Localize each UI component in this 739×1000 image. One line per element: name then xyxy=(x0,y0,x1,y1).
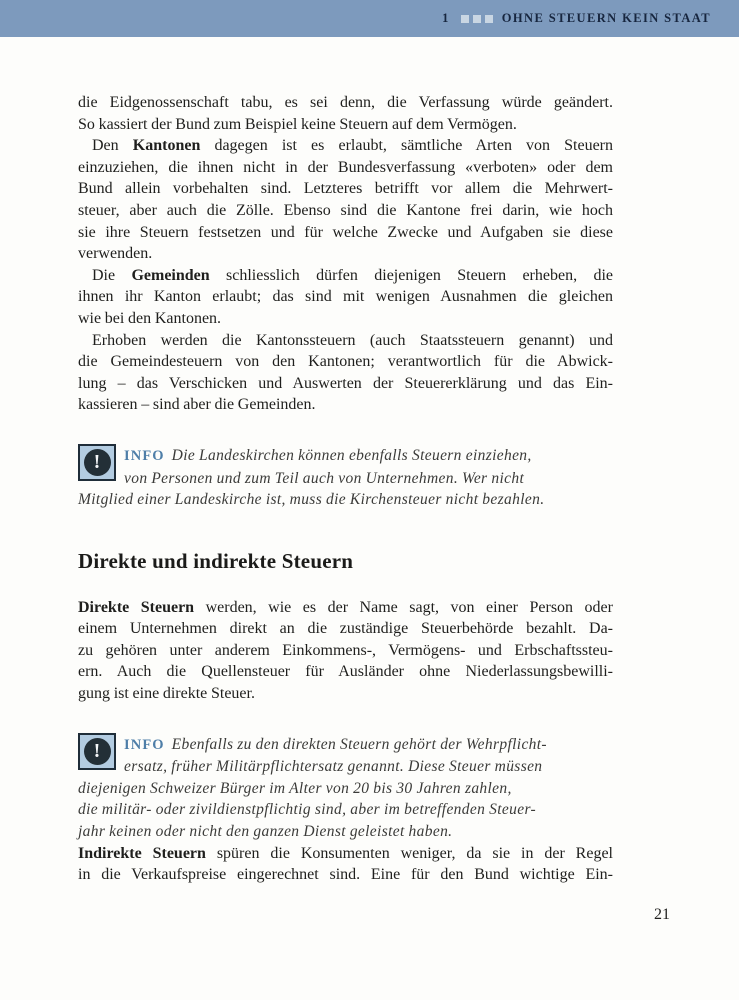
info-text-line: jahr keinen oder nicht den ganzen Dienst geleistet haben. xyxy=(78,823,453,841)
text-line: lung – das Verschicken und Auswerten der Steuererklärung und das Ein- xyxy=(78,374,613,392)
text-line: Erhoben werden die Kantonssteuern (auch Staatssteuern genannt) und xyxy=(92,331,613,349)
info-text-line: die militär- oder zivildienstpflichtig sind, aber im betreffenden Steuer- xyxy=(78,801,537,819)
info-box xyxy=(78,734,613,843)
info-text-line: von Personen und zum Teil auch von Unternehmen. Wer nicht xyxy=(124,469,525,487)
info-text-line: Mitglied einer Landeskirche ist, muss die Kirchensteuer nicht bezahlen. xyxy=(78,491,545,509)
chapter-header-content xyxy=(442,11,711,26)
exclamation-glyph: ! xyxy=(84,449,111,476)
text-line: zu gehören unter anderem Einkommens-, Vermögens- und Erbschaftssteu- xyxy=(78,641,613,659)
text-line: einem Unternehmen direkt an die zuständige Steuerbehörde bezahlt. Da- xyxy=(78,620,613,638)
section-heading: Direkte und indirekte Steuern xyxy=(78,548,354,573)
text-line: wie bei den Kantonen. xyxy=(78,309,222,327)
info-label: INFO xyxy=(124,736,165,753)
chapter-number: 1 xyxy=(442,11,450,25)
info-text-line: diejenigen Schweizer Bürger im Alter von 20 bis 30 Jahren zahlen, xyxy=(78,779,512,797)
text-line: die Gemeindesteuern von den Kantonen; verantwortlich für die Abwick- xyxy=(78,353,613,371)
text-line: kassieren – sind aber die Gemeinden. xyxy=(78,396,316,414)
info-label: INFO xyxy=(124,447,165,464)
info-text-line: ersatz, früher Militärpflichtersatz genannt. Diese Steuer müssen xyxy=(124,758,543,776)
chapter-title: OHNE STEUERN KEIN STAAT xyxy=(501,11,711,25)
header-square-icon xyxy=(473,15,481,23)
text-line: Direkte Steuern werden, wie es der Name sagt, von einer Person oder xyxy=(78,598,613,616)
page-number: 21 xyxy=(654,905,670,923)
text-line: die Eidgenossenschaft tabu, es sei denn, die Verfassung würde geändert. xyxy=(78,94,613,111)
text-line: Bund allein vorbehalten sind. Letzteres betrifft vor allem die Mehrwert- xyxy=(78,180,613,198)
page-body xyxy=(0,37,613,886)
info-text: Ebenfalls zu den direkten Steuern gehört der Wehrpflicht- xyxy=(171,735,547,753)
chapter-squares-icon xyxy=(459,15,495,23)
paragraph xyxy=(78,597,613,705)
text-line: So kassiert der Bund zum Beispiel keine Steuern auf dem Vermögen. xyxy=(78,115,517,133)
info-box xyxy=(78,445,613,511)
paragraph xyxy=(78,135,613,265)
page-footer xyxy=(0,886,739,924)
text-line: steuer, aber auch die Zölle. Ebenso sind die Kantone frei darin, wie hoch xyxy=(78,201,613,219)
text-line: Die Gemeinden schliesslich dürfen diejenigen Steuern erheben, die xyxy=(92,266,613,284)
paragraph xyxy=(78,330,613,416)
chapter-header-bar xyxy=(0,0,739,37)
header-square-icon xyxy=(461,15,469,23)
text-line: einzuziehen, die ihnen nicht in der Bundesverfassung «verboten» oder dem xyxy=(78,158,613,176)
info-text-line xyxy=(78,734,613,757)
paragraph xyxy=(78,843,613,886)
text-line: in die Verkaufspreise eingerechnet sind. Eine für den Bund wichtige Ein- xyxy=(78,866,613,884)
info-text-line xyxy=(78,445,613,468)
text-line: ern. Auch die Quellensteuer für Ausländer ohne Niederlassungsbewilli- xyxy=(78,663,613,681)
text-line: ihnen ihr Kanton erlaubt; das sind mit wenigen Ausnahmen die gleichen xyxy=(78,288,613,306)
info-exclamation-icon xyxy=(78,733,116,770)
paragraph xyxy=(78,265,613,330)
text-line: Den Kantonen dagegen ist es erlaubt, sämtliche Arten von Steuern xyxy=(92,137,614,155)
text-line: verwenden. xyxy=(78,245,153,263)
paragraph xyxy=(78,92,613,135)
info-text: Die Landeskirchen können ebenfalls Steuern einziehen, xyxy=(171,446,532,464)
header-square-icon xyxy=(485,15,493,23)
text-line: sie ihre Steuern festsetzen und für welche Zwecke und Aufgaben sie diese xyxy=(78,223,613,241)
text-line: Indirekte Steuern spüren die Konsumenten weniger, da sie in der Regel xyxy=(78,844,613,862)
exclamation-glyph: ! xyxy=(84,738,111,765)
text-line: gung ist eine direkte Steuer. xyxy=(78,685,255,703)
info-exclamation-icon xyxy=(78,444,116,481)
